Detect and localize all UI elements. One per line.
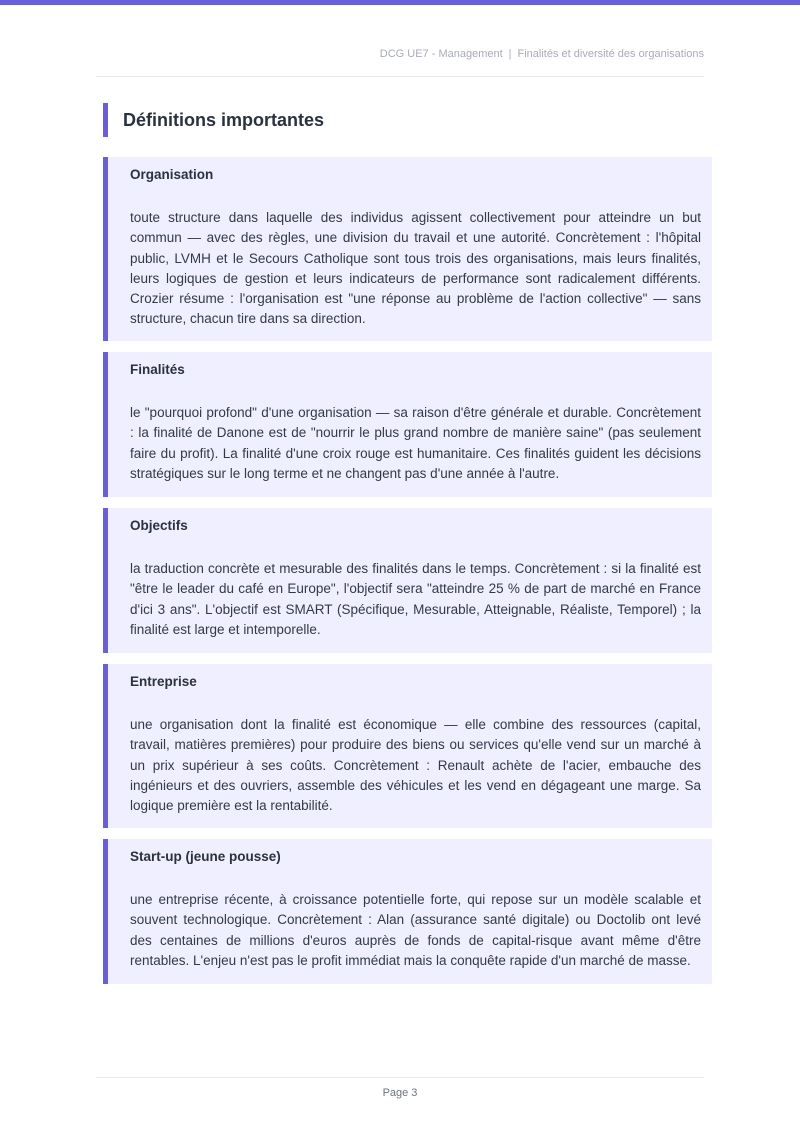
definition-text: une organisation dont la finalité est économique — elle combine des ressources (capital, travail, matières premières) pour produire des biens ou services qu'elle vend sur un marché à un prix supérieur à ses coûts. Concrètement : Renault achète de l'acier, embauche des ingénieurs et des ouvriers, assemble des véhicules et les vend en dégageant une marge. Sa logique première est la rentabilité.	[130, 717, 701, 814]
definition-text: le "pourquoi profond" d'une organisation — sa raison d'être générale et durable. Concrètement : la finalité de Danone est de "nourrir le plus grand nombre de manière saine" (pas seulement faire du profit). La finalité d'une croix rouge est humanitaire. Ces finalités guident les décisions stratégiques sur le long terme et ne changent pas d'une année à l'autre.	[130, 405, 701, 481]
definition-card-objectifs	[103, 508, 712, 653]
definition-card-entreprise	[103, 664, 712, 828]
definition-term: Start-up (jeune pousse)	[130, 849, 281, 864]
definitions-list	[103, 157, 712, 995]
page-number: Page 3	[382, 1087, 418, 1099]
header-chapter: Finalités et diversité des organisations	[517, 48, 704, 60]
definition-term: Organisation	[130, 167, 214, 182]
definition-card-finalites	[103, 352, 712, 497]
definition-card-startup	[103, 839, 712, 984]
definition-text: une entreprise récente, à croissance potentielle forte, qui repose sur un modèle scalable et souvent technologique. Concrètement : Alan (assurance santé digitale) ou Doctolib ont levé des centaines de millions d'euros auprès de fonds de capital-risque avant même d'être rentables. L'enjeu n'est pas le profit immédiat mais la conquête rapide d'un marché de masse.	[130, 892, 701, 968]
definition-text: la traduction concrète et mesurable des finalités dans le temps. Concrètement : si la finalité est "être le leader du café en Europe", l'objectif sera "atteindre 25 % de part de marché en France d'ici 3 ans". L'objectif est SMART (Spécifique, Mesurable, Atteignable, Réaliste, Temporel) ; la finalité est large et intemporelle.	[130, 561, 701, 637]
accent-top-bar	[0, 0, 800, 5]
header-separator: |	[508, 48, 512, 60]
section-title: Définitions importantes	[103, 103, 324, 137]
definition-card-organisation	[103, 157, 712, 341]
page-footer	[96, 1077, 704, 1099]
definition-term: Finalités	[130, 362, 185, 377]
header-course: DCG UE7 - Management	[379, 48, 503, 60]
definition-text: toute structure dans laquelle des individus agissent collectivement pour atteindre un but commun — avec des règles, une division du travail et une autorité. Concrètement : l'hôpital public, LVMH et le Secours Catholique sont tous trois des organisations, mais leurs finalités, leurs logiques de gestion et leurs indicateurs de performance sont radicalement différents. Crozier résume : l'organisation est "une réponse au problème de l'action collective" — sans structure, chacun tire dans sa direction.	[130, 210, 701, 327]
running-header	[96, 46, 704, 77]
definition-term: Entreprise	[130, 674, 197, 689]
definition-term: Objectifs	[130, 518, 188, 533]
